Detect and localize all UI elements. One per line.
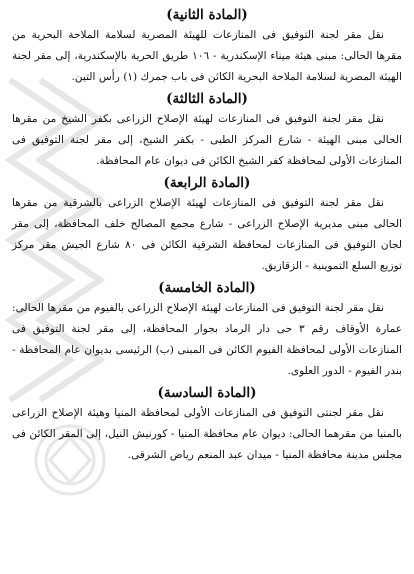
article-6-heading: (المادة السادسة) (157, 385, 257, 401)
article-4-heading: (المادة الرابعة) (163, 175, 251, 191)
article-6 (12, 384, 402, 466)
article-4 (12, 174, 402, 277)
article-4-text: نقل مقر لجنة التوفيق فى المنازعات لهيئة الإصلاح الزراعى بالشرقية من مقرها الحالى مبنى مديرية الإصلاح الزراعى - شارع مجمع المصالح خلف المحافظة، إلى مقر لجان التوفيق فى المنازعات لمحافظة الشرقية الكائن فى ٨٠ شارع الجيش مقر مركز توزيع السلع التموينية - الزقازيق. (12, 197, 402, 272)
article-3-heading: (المادة الثالثة) (166, 91, 248, 107)
article-2 (12, 6, 402, 88)
article-5-text: نقل مقر لجنة التوفيق فى المنازعات لهيئة الإصلاح الزراعى بالفيوم من مقرها الحالى: عمارة الأوقاف رقم ٣ حى دار الرماد بجوار المحافظة، إلى مقر لجنة التوفيق فى المنازعات الأولى لمحافظة الفيوم الكائن فى المبنى (ب) الرئيسى بديوان عام المحافظة - بندر الفيوم - الدور العلوى. (12, 302, 403, 377)
article-2-text: نقل مقر لجنة التوفيق فى المنازعات للهيئة المصرية لسلامة الملاحة البحرية من مقرها الحالى: مبنى هيئة ميناء الإسكندرية - ١٠٦ طريق الحرية بالإسكندرية، إلى مقر لجنة الهيئة المصرية لسلامة الملاحة البحرية الكائن فى باب جمرك (١) رأس التين. (12, 29, 402, 83)
article-3-text: نقل مقر لجنة التوفيق فى المنازعات لهيئة الإصلاح الزراعى بكفر الشيخ من مقرها الحالى مبنى الهيئة - شارع المركز الطبى - بكفر الشيخ، إلى مقر لجنة التوفيق فى المنازعات الأولى لمحافظة كفر الشيخ الكائن فى ديوان عام المحافظة. (12, 113, 402, 167)
article-5-heading: (المادة الخامسة) (158, 280, 256, 296)
article-2-heading: (المادة الثانية) (166, 7, 248, 23)
article-6-text: نقل مقر لجنتى التوفيق فى المنازعات الأولى لمحافظة المنيا وهيئة الإصلاح الزراعى بالمنيا من مقرهما الحالى: ديوان عام محافظة المنيا - كورنيش النيل، إلى المقر الكائن فى مجلس مدينة محافظة المنيا - ميدان عبد المنعم رياض الشرقى. (12, 407, 402, 461)
article-5 (12, 279, 402, 382)
article-3 (12, 90, 402, 172)
